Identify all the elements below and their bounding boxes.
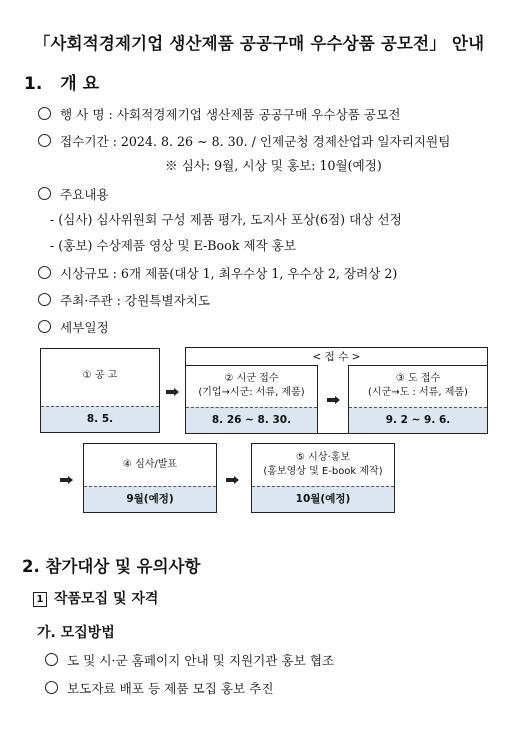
step-label: ③ 도 접수 [395, 373, 441, 384]
overview-content-item: - (홍보) 수상제품 영상 및 E-Book 제작 홍보 [50, 238, 296, 253]
section-title: 참가대상 및 유의사항 [45, 557, 201, 576]
schedule-step-county-reception [185, 365, 318, 434]
step-date: 8. 26 ~ 8. 30. [186, 407, 317, 433]
overview-period: 접수기간 : 2024. 8. 26 ~ 8. 30. / 인제군청 경제산업과 일자리지원팀 [38, 131, 450, 150]
circle-bullet-icon [38, 320, 51, 333]
overview-schedule-label: 세부일정 [38, 317, 109, 336]
schedule-step-province-reception [348, 365, 488, 434]
circle-bullet-icon [45, 653, 58, 666]
step-date: 8. 5. [41, 406, 159, 432]
arrow-right-icon [327, 398, 339, 402]
section-heading-eligibility [22, 553, 200, 577]
step-label: ① 공 고 [82, 370, 118, 381]
reception-header: < 접 수 > [312, 351, 361, 363]
document-title: 「사회적경제기업 생산제품 공공구매 우수상품 공모전」 안내 [33, 34, 485, 53]
arrow-right-icon [166, 390, 178, 394]
method-item: 보도자료 배포 등 제품 모집 홍보 추진 [45, 678, 274, 697]
step-date: 9. 2 ~ 9. 6. [349, 407, 487, 433]
overview-contents-label: 주요내용 [38, 184, 109, 203]
section-number: 2. [22, 557, 40, 576]
circle-bullet-icon [38, 266, 51, 279]
overview-award-scale: 시상규모 : 6개 제품(대상 1, 최우수상 1, 우수상 2, 장려상 2) [38, 263, 397, 282]
step-sublabel: (기업→시군: 서류, 제품) [198, 387, 305, 398]
overview-period-note: ※ 심사: 9월, 시상 및 홍보: 10월(예정) [165, 158, 382, 173]
arrow-right-icon [60, 478, 72, 482]
step-date: 9월(예정) [84, 486, 216, 512]
step-sublabel: (시군→도 : 서류, 제품) [368, 387, 468, 398]
overview-host: 주최·주관 : 강원특별자치도 [38, 290, 210, 309]
method-item: 도 및 시·군 홈페이지 안내 및 지원기관 홍보 협조 [45, 650, 334, 669]
circle-bullet-icon [38, 293, 51, 306]
schedule-step-award [251, 443, 395, 513]
subsection-heading [33, 588, 158, 608]
step-sublabel: (홍보영상 및 E-book 제작) [263, 466, 383, 477]
overview-content-item: - (심사) 심사위원회 구성 제품 평가, 도지사 포상(6점) 대상 선정 [50, 212, 402, 227]
step-date: 10월(예정) [252, 486, 394, 512]
circle-bullet-icon [38, 134, 51, 147]
boxed-number: 1 [33, 592, 47, 607]
arrow-right-icon [226, 478, 238, 482]
schedule-step-announcement [40, 348, 160, 433]
circle-bullet-icon [45, 681, 58, 694]
circle-bullet-icon [38, 187, 51, 200]
subsection-title: 작품모집 및 자격 [54, 591, 159, 607]
circle-bullet-icon [38, 107, 51, 120]
step-label: ⑤ 시상·홍보 [296, 452, 350, 463]
section-title: 개 요 [60, 74, 100, 94]
schedule-step-review [83, 443, 217, 513]
overview-event: 행 사 명 : 사회적경제기업 생산제품 공공구매 우수상품 공모전 [38, 104, 400, 123]
section-heading-overview [24, 69, 99, 94]
step-label: ② 시군 접수 [224, 373, 279, 384]
section-number: 1. [24, 74, 43, 94]
method-heading: 가. 모집방법 [37, 625, 115, 641]
step-label: ④ 심사/발표 [122, 459, 178, 470]
